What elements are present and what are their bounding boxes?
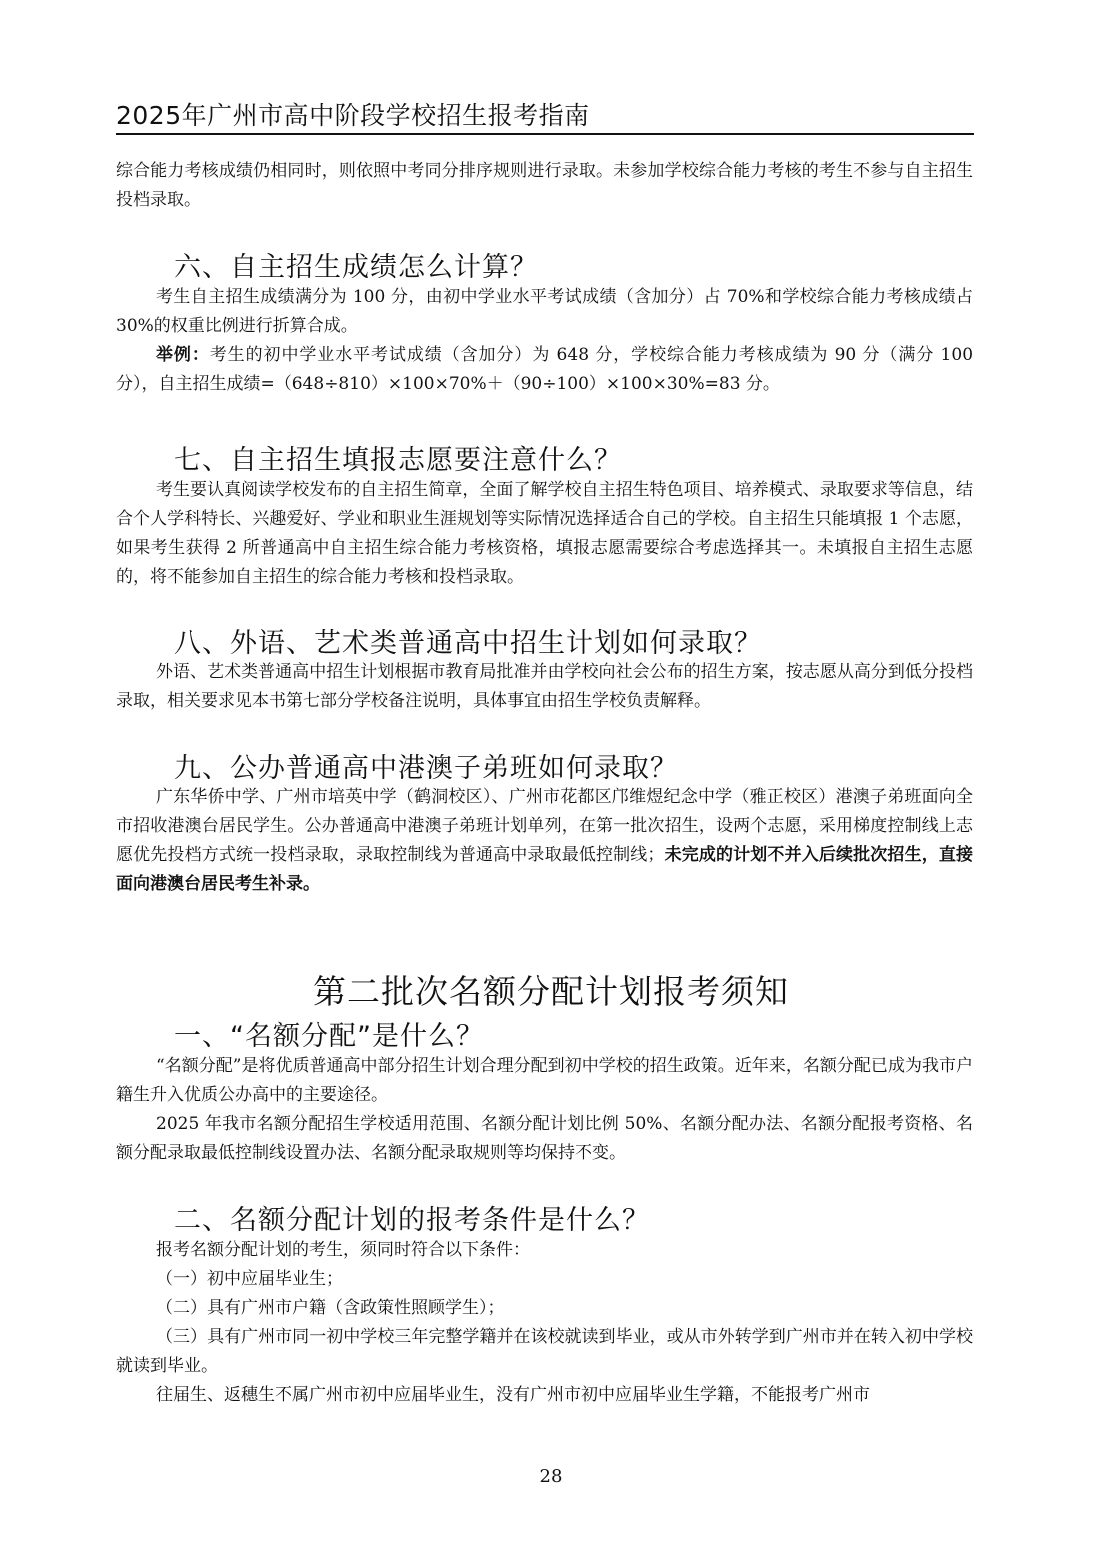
section-9-heading: 九、公办普通高中港澳子弟班如何录取？	[174, 753, 678, 784]
part-title: 第二批次名额分配计划报考须知	[313, 972, 789, 1011]
part-2-section-1-heading: 一、“名额分配”是什么？	[174, 1021, 484, 1052]
page-number: 28	[539, 1466, 563, 1487]
section-7-heading: 七、自主招生填报志愿要注意什么？	[174, 445, 622, 476]
section-6-paragraph: 考生自主招生成绩满分为 100 分，由初中学业水平考试成绩（含加分）占 70%和学校综合能力考核成绩占 30%的权重比例进行折算合成。	[116, 287, 973, 336]
section-8-heading: 八、外语、艺术类普通高中招生计划如何录取？	[174, 628, 762, 659]
intro-paragraph: 综合能力考核成绩仍相同时，则依照中考同分排序规则进行录取。未参加学校综合能力考核的考生不参与自主招生投档录取。	[116, 161, 973, 210]
part-2-section-2-heading: 二、名额分配计划的报考条件是什么？	[174, 1205, 650, 1236]
section-6-example	[116, 341, 973, 399]
running-header-title: 2025年广州市高中阶段学校招生报考指南	[116, 101, 590, 130]
section-8-paragraph: 外语、艺术类普通高中招生计划根据市教育局批准并由学校向社会公布的招生方案，按志愿从高分到低分投档录取，相关要求见本书第七部分学校备注说明，具体事宜由招生学校负责解释。	[116, 662, 973, 711]
header-divider	[116, 133, 974, 135]
section-9-paragraph	[116, 783, 973, 899]
section-7-paragraph: 考生要认真阅读学校发布的自主招生简章，全面了解学校自主招生特色项目、培养模式、录取要求等信息，结合个人学科特长、兴趣爱好、学业和职业生涯规划等实际情况选择适合自己的学校。自主招生只能填报 1 个志愿，如果考生获得 2 所普通高中自主招生综合能力考核资格，填报志愿需要综合考虑选择其一。未填报自主招生志愿的，将不能参加自主招生的综合能力考核和投档录取。	[116, 480, 973, 587]
condition-3: （三）具有广州市同一初中学校三年完整学籍并在该校就读到毕业，或从市外转学到广州市并在转入初中学校就读到毕业。	[116, 1327, 973, 1376]
section-9-bold-text: 未完成的计划不并入后续批次招生，直接面向港澳台居民考生补录。	[116, 845, 974, 894]
part-2-section-2-paragraph-2: 往届生、返穗生不属广州市初中应届毕业生，没有广州市初中应届毕业生学籍，不能报考广州市	[156, 1385, 870, 1405]
section-6-heading: 六、自主招生成绩怎么计算？	[174, 252, 538, 283]
example-text: 考生的初中学业水平考试成绩（含加分）为 648 分，学校综合能力考核成绩为 90 分（满分 100 分），自主招生成绩=（648÷810）×100×70%＋（90÷100）×100×30%=83 分。	[116, 345, 974, 394]
condition-1: （一）初中应届毕业生；	[156, 1269, 343, 1289]
condition-2: （二）具有广州市户籍（含政策性照顾学生）；	[156, 1298, 505, 1318]
part-2-section-1-paragraph-2: 2025 年我市名额分配招生学校适用范围、名额分配计划比例 50%、名额分配办法、名额分配报考资格、名额分配录取最低控制线设置办法、名额分配录取规则等均保持不变。	[116, 1114, 973, 1163]
example-label: 举例：	[156, 345, 210, 365]
part-2-section-2-intro: 报考名额分配计划的考生，须同时符合以下条件：	[156, 1240, 530, 1260]
section-9-text: 广东华侨中学、广州市培英中学（鹤洞校区）、广州市花都区邝维煜纪念中学（雅正校区）港澳子弟班面向全市招收港澳台居民学生。公办普通高中港澳子弟班计划单列，在第一批次招生，设两个志愿，采用梯度控制线上志愿优先投档方式统一投档录取，录取控制线为普通高中录取最低控制线；	[116, 787, 973, 865]
part-2-section-1-paragraph-1: “名额分配”是将优质普通高中部分招生计划合理分配到初中学校的招生政策。近年来，名额分配已成为我市户籍生升入优质公办高中的主要途径。	[116, 1056, 973, 1105]
